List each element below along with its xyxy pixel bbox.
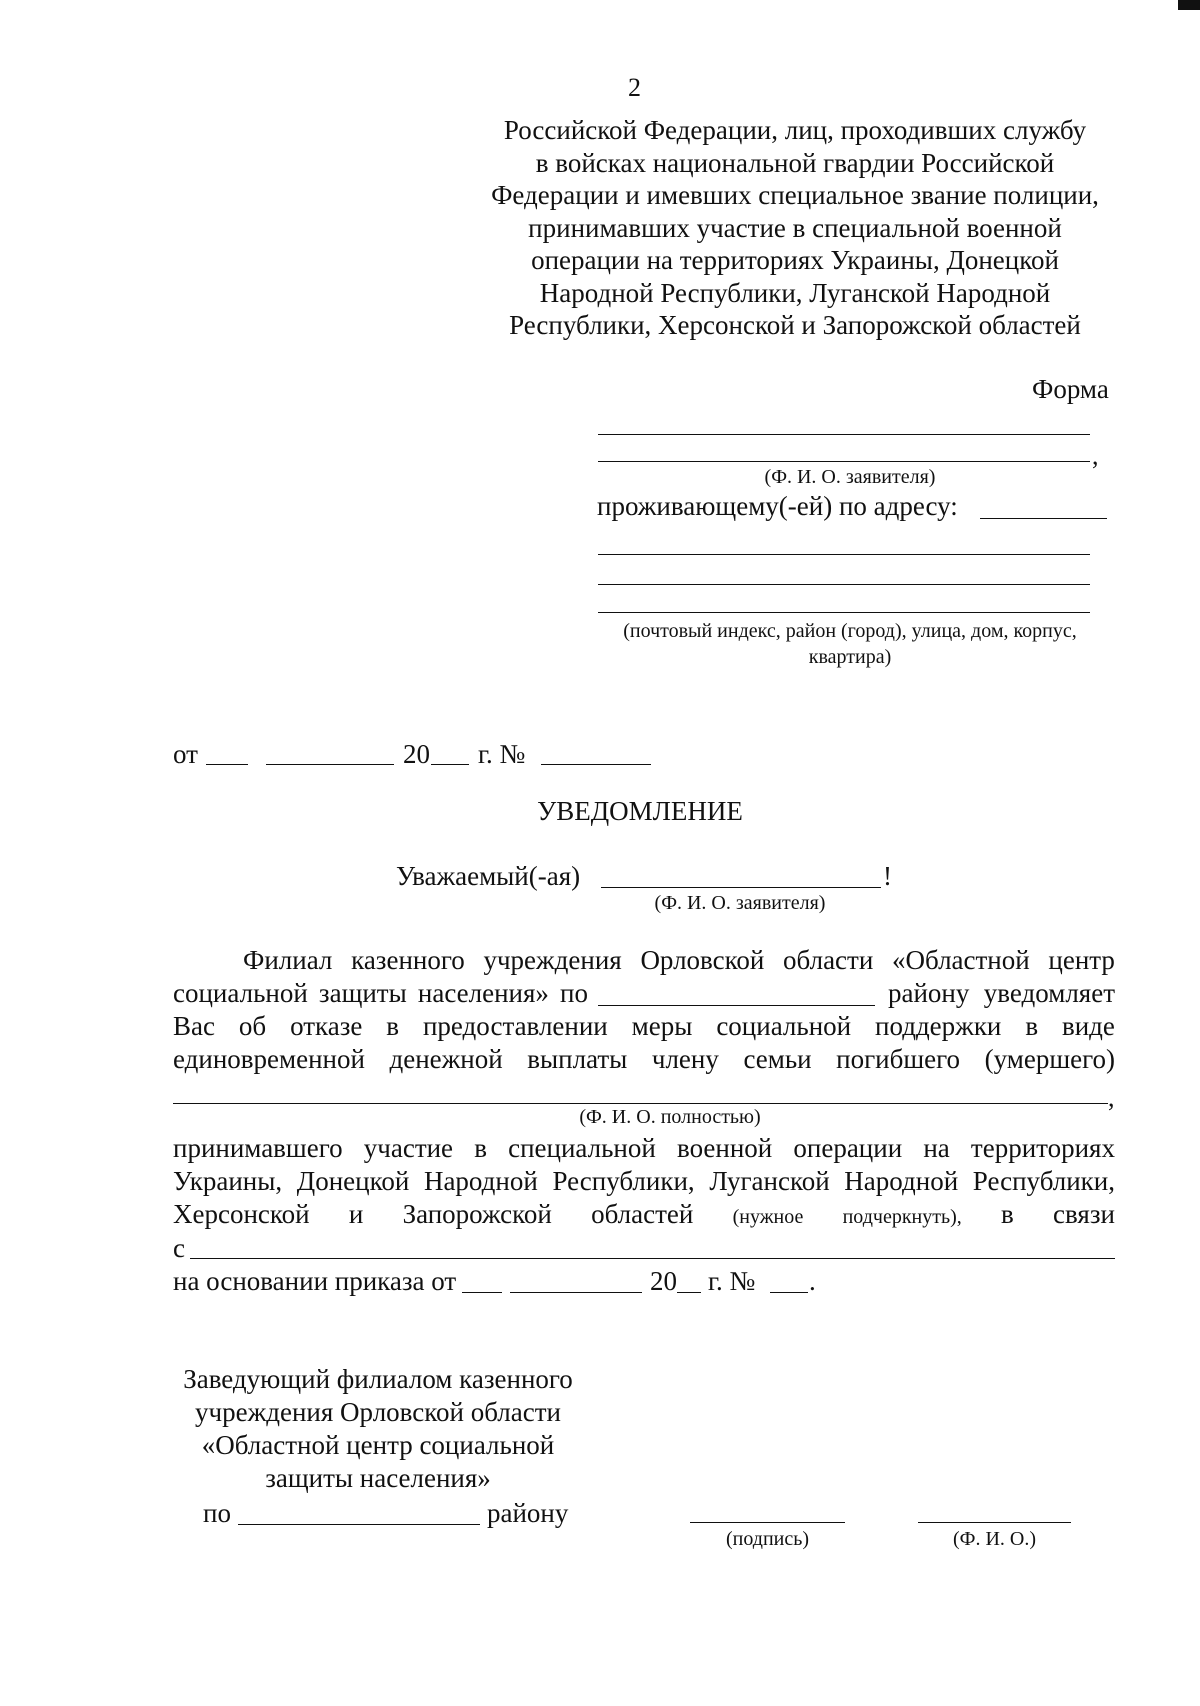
body-word: Народной: [844, 1166, 959, 1196]
order-number-line: [770, 1292, 808, 1293]
signature-position-line: Заведующий филиалом казенного: [183, 1364, 573, 1394]
body-word: населения»: [417, 978, 549, 1008]
date-year-prefix: 20: [403, 739, 430, 769]
body-word: Филиал: [243, 945, 333, 975]
address-line-1: [598, 554, 1090, 555]
deceased-fio-caption: (Ф. И. О. полностью): [579, 1106, 761, 1128]
body-line-6: [173, 1132, 1115, 1165]
body-line-2-start: [173, 977, 588, 1010]
date-day-line: [206, 764, 248, 765]
header-line: Федерации и имевших специальное звание полиции,: [491, 180, 1099, 210]
body-word: Херсонской: [173, 1199, 310, 1229]
body-word: по: [560, 978, 588, 1008]
body-line-8: [173, 1198, 1115, 1231]
body-word: учреждения: [483, 945, 622, 975]
address-label: проживающему(-ей) по адресу:: [597, 491, 958, 521]
body-word: и: [348, 1199, 364, 1229]
body-line-4: [173, 1043, 1115, 1076]
document-title: УВЕДОМЛЕНИЕ: [537, 796, 743, 826]
body-word: Донецкой: [296, 1166, 410, 1196]
order-prefix: на основании приказа от: [173, 1266, 457, 1296]
body-word: Луганской: [709, 1166, 830, 1196]
body-word: в: [474, 1133, 487, 1163]
body-word: денежной: [389, 1044, 503, 1074]
body-word: семьи: [743, 1044, 812, 1074]
order-year-prefix: 20: [650, 1266, 677, 1296]
body-word: погибшего: [836, 1044, 961, 1074]
body-word: члену: [651, 1044, 719, 1074]
scan-corner-mark: [1178, 0, 1200, 10]
address-line-0: [980, 518, 1107, 519]
body-line-1: [243, 944, 1115, 977]
body-word: Запорожской: [402, 1199, 552, 1229]
address-caption-line: (почтовый индекс, район (город), улица, дом, корпус,: [623, 620, 1077, 642]
date-number-label: г. №: [478, 739, 526, 769]
header-block: [460, 114, 1130, 342]
body-word: (умершего): [984, 1044, 1115, 1074]
body-word: району: [888, 978, 970, 1008]
signature-rayon-line: [238, 1524, 480, 1525]
page-number: 2: [628, 73, 641, 102]
body-line-3: [173, 1010, 1115, 1043]
signature-position-line: учреждения Орловской области: [195, 1397, 561, 1427]
fio-line-1: [598, 434, 1090, 435]
signature-po: по: [203, 1498, 231, 1528]
fio-line-2: [598, 461, 1090, 462]
body-word: выплаты: [527, 1044, 628, 1074]
header-line: в войсках национальной гвардии Российской: [535, 147, 1055, 178]
body-word: областей: [591, 1199, 694, 1229]
body-word: области: [783, 945, 874, 975]
body-word: в: [1025, 1011, 1039, 1041]
body-word: об: [238, 1011, 267, 1041]
body-word: территориях: [970, 1133, 1115, 1163]
body-word: операции: [793, 1133, 903, 1163]
body-word: социальной: [173, 978, 308, 1008]
date-year-line: [431, 764, 469, 765]
fio-caption: (Ф. И. О. заявителя): [764, 466, 936, 488]
body-note-word: подчеркнуть),: [842, 1206, 962, 1228]
salutation-text: Уважаемый(-ая): [396, 861, 581, 891]
body-word: принимавшего: [173, 1133, 343, 1163]
body-word: уведомляет: [983, 978, 1115, 1008]
reason-line: [190, 1258, 1115, 1259]
signature-line: [690, 1522, 845, 1523]
date-month-line: [266, 764, 394, 765]
address-caption-line: квартира): [808, 646, 892, 668]
form-label: Форма: [1032, 374, 1109, 404]
deceased-fio-comma: ,: [1108, 1083, 1115, 1112]
signature-fio-line: [918, 1522, 1071, 1523]
body-word: меры: [631, 1011, 693, 1041]
address-line-3: [598, 612, 1090, 613]
body-word: социальной: [716, 1011, 852, 1041]
rayon-blank-line: [598, 1005, 875, 1006]
body-word: специальной: [508, 1133, 656, 1163]
body-word: предоставлении: [422, 1011, 608, 1041]
address-line-2: [598, 584, 1090, 585]
address-caption: [585, 618, 1115, 670]
header-line: принимавших участие в специальной военной: [528, 212, 1062, 243]
body-word: единовременной: [173, 1044, 365, 1074]
body-word: на: [923, 1133, 950, 1163]
body-line-2-end: [888, 977, 1115, 1010]
body-word: виде: [1061, 1011, 1115, 1041]
date-number-line: [541, 764, 651, 765]
body-word: связи: [1053, 1199, 1115, 1229]
header-line: Российской Федерации, лиц, проходивших службу: [503, 115, 1087, 145]
body-word: в: [1001, 1199, 1014, 1229]
body-word: Вас: [173, 1011, 215, 1041]
order-day-line: [462, 1292, 502, 1293]
salutation-caption: (Ф. И. О. заявителя): [654, 892, 826, 914]
header-line: операции на территориях Украины, Донецкой: [531, 245, 1059, 275]
body-word: участие: [363, 1133, 454, 1163]
order-end: .: [809, 1266, 816, 1296]
salutation-fio-line: [601, 887, 881, 888]
body-word: Республики,: [972, 1166, 1115, 1196]
body-word: Орловской: [640, 945, 765, 975]
salutation-exclamation: !: [883, 861, 892, 891]
order-number-label: г. №: [708, 1266, 756, 1296]
signature-caption: (подпись): [725, 1528, 810, 1550]
body-word: центр: [1048, 945, 1115, 975]
signature-position: [168, 1363, 588, 1495]
signature-rayon: району: [487, 1498, 569, 1528]
reason-prefix: с: [173, 1233, 185, 1263]
body-word: военной: [677, 1133, 773, 1163]
body-word: поддержки: [875, 1011, 1002, 1041]
signature-fio-caption: (Ф. И. О.): [952, 1528, 1036, 1550]
signature-position-line: защиты населения»: [265, 1463, 491, 1493]
header-line: Республики, Херсонской и Запорожской областей: [509, 310, 1081, 340]
order-year-line: [677, 1292, 701, 1293]
signature-position-line: «Областной центр социальной: [201, 1430, 555, 1460]
body-word: защиты: [318, 978, 407, 1008]
body-word: Народной: [423, 1166, 538, 1196]
body-word: казенного: [351, 945, 465, 975]
body-word: Украины,: [173, 1166, 283, 1196]
body-word: «Областной: [892, 945, 1030, 975]
fio-comma: ,: [1092, 441, 1099, 470]
date-from: от: [173, 739, 198, 769]
header-line: Народной Республики, Луганской Народной: [539, 277, 1051, 308]
body-line-7: [173, 1165, 1115, 1198]
body-word: в: [386, 1011, 400, 1041]
body-note-word: (нужное: [732, 1206, 804, 1228]
body-word: отказе: [290, 1011, 363, 1041]
order-month-line: [510, 1292, 642, 1293]
body-word: Республики,: [552, 1166, 695, 1196]
